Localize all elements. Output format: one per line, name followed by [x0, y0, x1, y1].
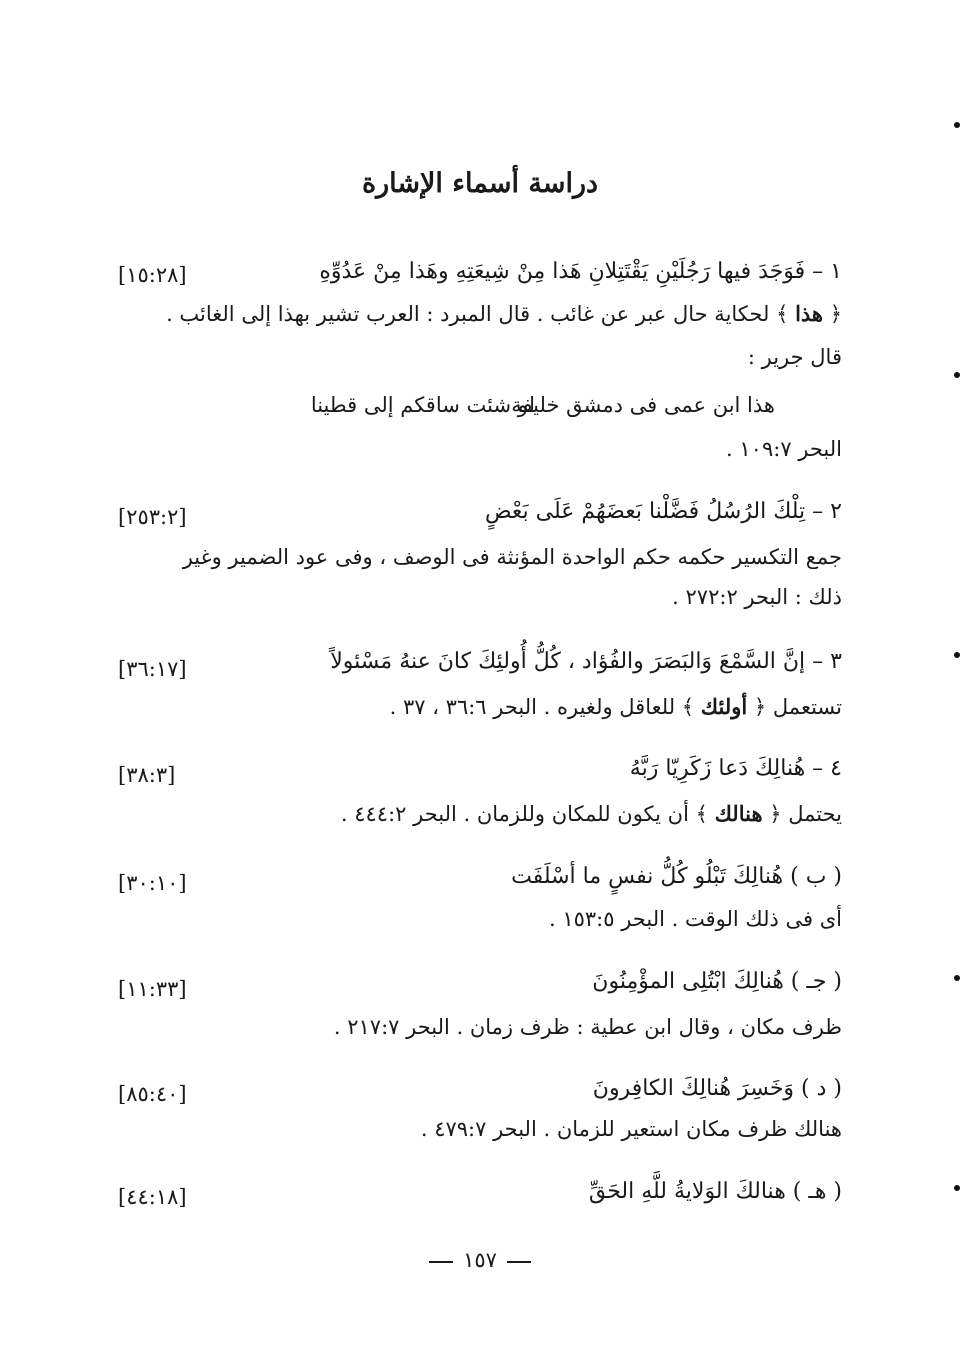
entry-1-commentary-line-1 — [110, 297, 842, 331]
footer-dash-right — [507, 1261, 531, 1263]
entry-4-commentary-line-1 — [110, 797, 842, 831]
verse-4b: ( ب ) هُنالِكَ تَبْلُو كُلُّ نفسٍ ما أسْلَفَت — [511, 864, 842, 889]
keyword-ulaika: أولئك — [700, 694, 748, 719]
entry-3-commentary-line-1 — [110, 690, 842, 724]
entry-1-commentary-line-3: البحر ١٠٩:٧ . — [726, 437, 842, 461]
verse-1-reference: [١٥:٢٨] — [118, 263, 187, 287]
entry-2-commentary-line-1: جمع التكسير حكمه حكم الواحدة المؤنثة فى الوصف ، وفى عود الضمير وغير — [182, 545, 842, 569]
commentary-text: لحكاية حال عبر عن غائب . قال المبرد : العرب تشير بهذا إلى الغائب . — [166, 302, 770, 326]
entry-2-commentary-line-2: ذلك : البحر ٢٧٢:٢ . — [672, 585, 842, 609]
scan-mark — [954, 652, 960, 658]
ornate-bracket-open: ﴿ — [829, 302, 842, 326]
commentary-text: للعاقل ولغيره . البحر ٣٦:٦ ، ٣٧ . — [389, 695, 676, 719]
verse-2: ٢ – تِلْكَ الرُسُلُ فَضَّلْنا بَعضَهُمْ عَلَى بَعْضٍ — [484, 499, 842, 524]
page-title: دراسة أسماء الإشارة — [361, 168, 599, 199]
commentary-prefix: تستعمل — [772, 695, 842, 719]
scan-mark — [954, 372, 960, 378]
verse-4e: ( هـ ) هنالكَ الوَلايةُ للَّهِ الحَقِّ — [588, 1179, 842, 1204]
verse-4e-reference: [٤٤:١٨] — [118, 1185, 187, 1209]
verse-4c: ( جـ ) هُنالِكَ ابْتُلِى المؤْمِنُونَ — [592, 969, 842, 994]
verse-4d-reference: [٨٥:٤٠] — [118, 1082, 187, 1106]
verse-1: ١ – فَوَجَدَ فيها رَجُلَيْنِ يَقْتَتِلانِ هَذا مِنْ شِيعَتِهِ وهَذا مِنْ عَدُوِّهِ — [319, 259, 842, 284]
verse-4b-reference: [٣٠:١٠] — [118, 871, 187, 895]
entry-4d-commentary-line-1: هنالك ظرف مكان استعير للزمان . البحر ٤٧٩:٧ . — [420, 1117, 842, 1141]
verse-4-reference: [٣٨:٣] — [118, 763, 176, 787]
verse-4c-reference: [١١:٣٣] — [118, 977, 187, 1001]
verse-2-reference: [٢٥٣:٢] — [118, 505, 187, 529]
ornate-bracket-close: ﴾ — [681, 695, 695, 719]
keyword-hunalika: هنالك — [714, 801, 763, 826]
verse-3-reference: [٣٦:١٧] — [118, 657, 187, 681]
verse-4: ٤ – هُنالِكَ دَعا زَكَرِيّا رَبَّهُ — [629, 756, 842, 781]
verse-3: ٣ – إنَّ السَّمْعَ وَالبَصَرَ والفُؤاد ، كُلُّ أُولئِكَ كانَ عنهُ مَسْئولاً — [330, 649, 842, 674]
scan-mark — [954, 1185, 960, 1191]
ornate-bracket-close: ﴾ — [776, 302, 789, 326]
commentary-text: أن يكون للمكان وللزمان . البحر ٤٤٤:٢ . — [340, 802, 689, 826]
ornate-bracket-open: ﴿ — [769, 802, 782, 826]
verse-4d: ( د ) وَخَسِرَ هُنالِكَ الكافِرونَ — [592, 1076, 842, 1101]
scan-mark — [954, 975, 960, 981]
poem-hemistich-2: لو شئت ساقكم إلى قطينا — [310, 393, 535, 417]
footer-dash-left — [429, 1261, 453, 1263]
keyword-hatha: هذا — [795, 301, 823, 326]
ornate-bracket-open: ﴿ — [753, 695, 767, 719]
commentary-prefix: يحتمل — [788, 802, 842, 826]
ornate-bracket-close: ﴾ — [695, 802, 708, 826]
page-number — [0, 1248, 960, 1272]
entry-4b-commentary-line-1: أى فى ذلك الوقت . البحر ١٥٣:٥ . — [548, 907, 842, 931]
scan-mark — [954, 122, 960, 128]
page-number-text: ١٥٧ — [463, 1248, 497, 1272]
poem-hemistich-1: هذا ابن عمى فى دمشق خليفة — [511, 393, 775, 417]
entry-4c-commentary-line-1: ظرف مكان ، وقال ابن عطية : ظرف زمان . البحر ٢١٧:٧ . — [333, 1015, 842, 1039]
entry-1-commentary-line-2: قال جرير : — [747, 345, 842, 369]
